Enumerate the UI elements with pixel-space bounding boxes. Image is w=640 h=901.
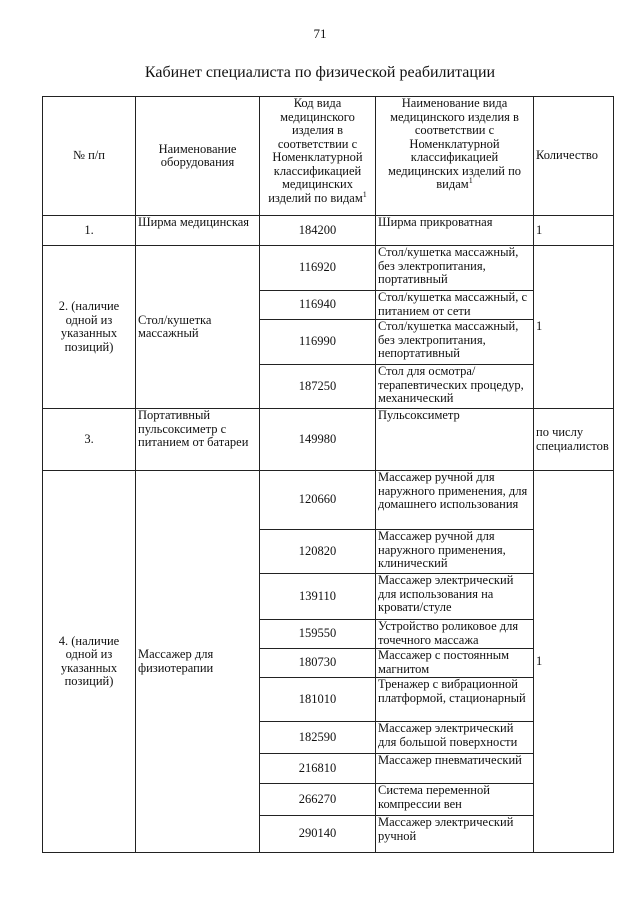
device-code: 116990 bbox=[260, 320, 376, 365]
page-title: Кабинет специалиста по физической реабилитации bbox=[144, 64, 496, 81]
header-name: Наименование вида медицинского изделия в соответствии с Номенклатурной классификацией медицинских изделий по видам$^1$ bbox=[376, 97, 534, 216]
header-qty: Количество bbox=[534, 97, 614, 216]
header-num: № п/п bbox=[43, 97, 136, 216]
device-code: 216810 bbox=[260, 754, 376, 784]
device-type-name: Массажер ручной для наружного применения, клинический bbox=[376, 530, 534, 574]
equipment-name: Портативный пульсоксиметр с питанием от батареи bbox=[136, 409, 260, 471]
header-code: Код вида медицинского изделия в соответствии с Номенклатурной классификацией медицинских изделий по видам$^1$ bbox=[260, 97, 376, 216]
device-code: 159550 bbox=[260, 620, 376, 649]
device-code: 181010 bbox=[260, 678, 376, 722]
group-number: 3. bbox=[43, 409, 136, 471]
equipment-name: Ширма медицинская bbox=[136, 216, 260, 246]
group-number: 4. (наличие одной из указанных позиций) bbox=[43, 471, 136, 853]
device-code: 139110 bbox=[260, 574, 376, 620]
device-type-name: Массажер пневматический bbox=[376, 754, 534, 784]
equipment-name: Стол/кушетка массажный bbox=[136, 246, 260, 409]
equipment-name: Массажер для физиотерапии bbox=[136, 471, 260, 853]
device-type-name: Стол/кушетка массажный, без электропитания, портативный bbox=[376, 246, 534, 291]
device-code: 149980 bbox=[260, 409, 376, 471]
device-code: 187250 bbox=[260, 365, 376, 409]
device-type-name: Массажер ручной для наружного применения, для домашнего использования bbox=[376, 471, 534, 530]
device-type-name: Массажер электрический для использования на кровати/стуле bbox=[376, 574, 534, 620]
device-type-name: Ширма прикроватная bbox=[376, 216, 534, 246]
quantity: 1 bbox=[534, 246, 614, 409]
device-type-name: Устройство роликовое для точечного массажа bbox=[376, 620, 534, 649]
header-equipment: Наименование оборудования bbox=[136, 97, 260, 216]
equipment-table bbox=[42, 96, 614, 853]
device-type-name: Стол/кушетка массажный, без электропитания, непортативный bbox=[376, 320, 534, 365]
table-row bbox=[43, 409, 614, 471]
device-code: 182590 bbox=[260, 722, 376, 754]
device-code: 116940 bbox=[260, 291, 376, 320]
device-type-name: Система переменной компрессии вен bbox=[376, 784, 534, 816]
device-code: 290140 bbox=[260, 816, 376, 853]
table-row bbox=[43, 246, 614, 291]
device-code: 120820 bbox=[260, 530, 376, 574]
quantity: 1 bbox=[534, 471, 614, 853]
page-number: 71 bbox=[313, 26, 327, 41]
quantity: 1 bbox=[534, 216, 614, 246]
table-row bbox=[43, 216, 614, 246]
group-number: 1. bbox=[43, 216, 136, 246]
device-type-name: Массажер с постоянным магнитом bbox=[376, 649, 534, 678]
device-type-name: Пульсоксиметр bbox=[376, 409, 534, 471]
device-code: 266270 bbox=[260, 784, 376, 816]
group-number: 2. (наличие одной из указанных позиций) bbox=[43, 246, 136, 409]
device-code: 120660 bbox=[260, 471, 376, 530]
device-type-name: Стол для осмотра/ терапевтических процедур, механический bbox=[376, 365, 534, 409]
device-type-name: Тренажер с вибрационной платформой, стационарный bbox=[376, 678, 534, 722]
device-type-name: Стол/кушетка массажный, с питанием от сети bbox=[376, 291, 534, 320]
device-code: 184200 bbox=[260, 216, 376, 246]
table-header-row bbox=[43, 97, 614, 216]
device-type-name: Массажер электрический для большой поверхности bbox=[376, 722, 534, 754]
device-code: 180730 bbox=[260, 649, 376, 678]
quantity: по числу специалистов bbox=[534, 409, 614, 471]
table-row bbox=[43, 471, 614, 530]
device-type-name: Массажер электрический ручной bbox=[376, 816, 534, 853]
device-code: 116920 bbox=[260, 246, 376, 291]
